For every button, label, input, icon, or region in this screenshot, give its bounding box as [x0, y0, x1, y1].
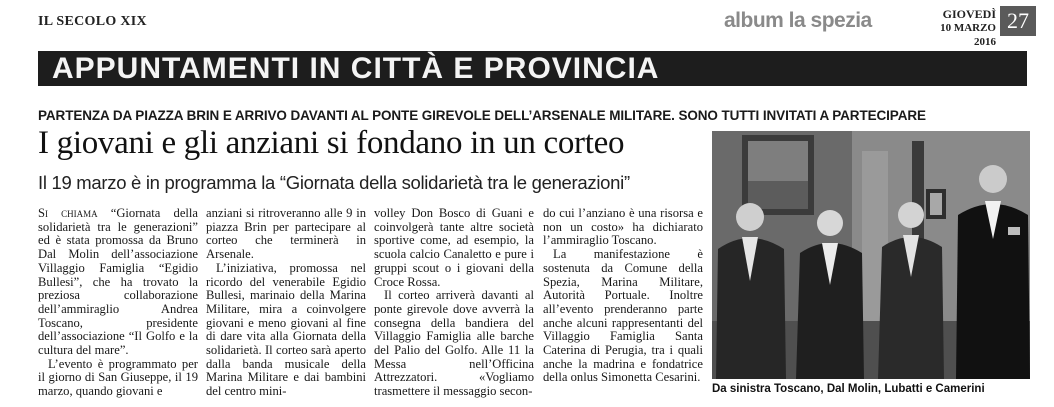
article-column-4	[543, 207, 703, 385]
banner-title: APPUNTAMENTI IN CITTÀ E PROVINCIA	[52, 52, 660, 85]
newspaper-name: IL SECOLO XIX	[38, 14, 147, 29]
section-name: album la spezia	[724, 9, 872, 32]
article-headline: I giovani e gli anziani si fondano in un corteo	[38, 125, 625, 161]
paragraph: L’evento è programmato per il giorno di San Giuseppe, il 19 marzo, quando giovani e	[38, 356, 198, 399]
paragraph	[38, 207, 198, 358]
paragraph: volley Don Bosco di Guani e coinvolgerà tante altre società sportive come, ad esempio, la scuola calcio Canaletto e pure i gruppi scout o i giovani della Croce Rossa.	[374, 206, 534, 289]
issue-day: GIOVEDÌ	[942, 7, 996, 21]
article-column-2	[206, 207, 366, 399]
masthead	[38, 4, 1036, 48]
article-column-3	[374, 207, 534, 399]
article-photo	[712, 131, 1030, 379]
article-subhead: Il 19 marzo è in programma la “Giornata della solidarietà tra le generazioni”	[38, 172, 630, 193]
article-kicker: PARTENZA DA PIAZZA BRIN E ARRIVO DAVANTI AL PONTE GIREVOLE DELL’ARSENALE MILITARE. SONO TUTTI INVITATI A PARTECIPARE	[38, 108, 926, 123]
paragraph: Il corteo arriverà davanti al ponte girevole dove avverrà la consegna della bandiera del Villaggio Famiglia alle barche del Palio del Golfo. Alle 11 la Messa nell’Officina Attrezzatori. «Vogliamo trasmettere il messaggio secon-	[374, 288, 534, 399]
issue-date-text: 10 MARZO 2016	[940, 22, 996, 48]
paragraph: anziani si ritroveranno alle 9 in piazza Brin per partecipare al corteo che terminerà in Arsenale.	[206, 206, 366, 262]
lead-in: Si chiama	[38, 206, 98, 220]
section-banner	[38, 51, 1027, 86]
paragraph: La manifestazione è sostenuta da Comune della Spezia, Marina Militare, Autorità Portuale. Inoltre all’evento prenderanno parte anche alcuni rappresentanti del Villaggio Famiglia Santa Caterina di Perugia, tra i quali anche la madrina e fondatrice della onlus Simonetta Cesarini.	[543, 247, 703, 385]
photo-illustration	[712, 131, 1030, 379]
paragraph: L’iniziativa, promossa nel ricordo del venerabile Egidio Bullesi, marinaio della Marina Militare, mira a coinvolgere giovani e meno giovani al fine di dare vita alla Giornata della solidarietà. Il corteo sarà aperto dalla banda musicale della Marina Militare e dai bambini del centro mini-	[206, 260, 366, 399]
issue-date	[934, 7, 996, 49]
photo-caption: Da sinistra Toscano, Dal Molin, Lubatti e Camerini	[712, 383, 985, 395]
paragraph-text: “Giornata della solidarietà tra le generazioni” ed è stata promossa da Bruno Dal Molin dell’associazione Villaggio Famiglia “Egidio Bullesi”, che ha trovato la preziosa collaborazione dell’ammiraglio Andrea Toscano, presidente dell’associazione “Il Golfo e la cultura del mare”.	[38, 206, 198, 358]
article-column-1	[38, 207, 198, 399]
paragraph: do cui l’anziano è una risorsa e non un costo» ha dichiarato l’ammiraglio Toscano.	[543, 206, 703, 248]
page-number: 27	[1000, 6, 1036, 36]
